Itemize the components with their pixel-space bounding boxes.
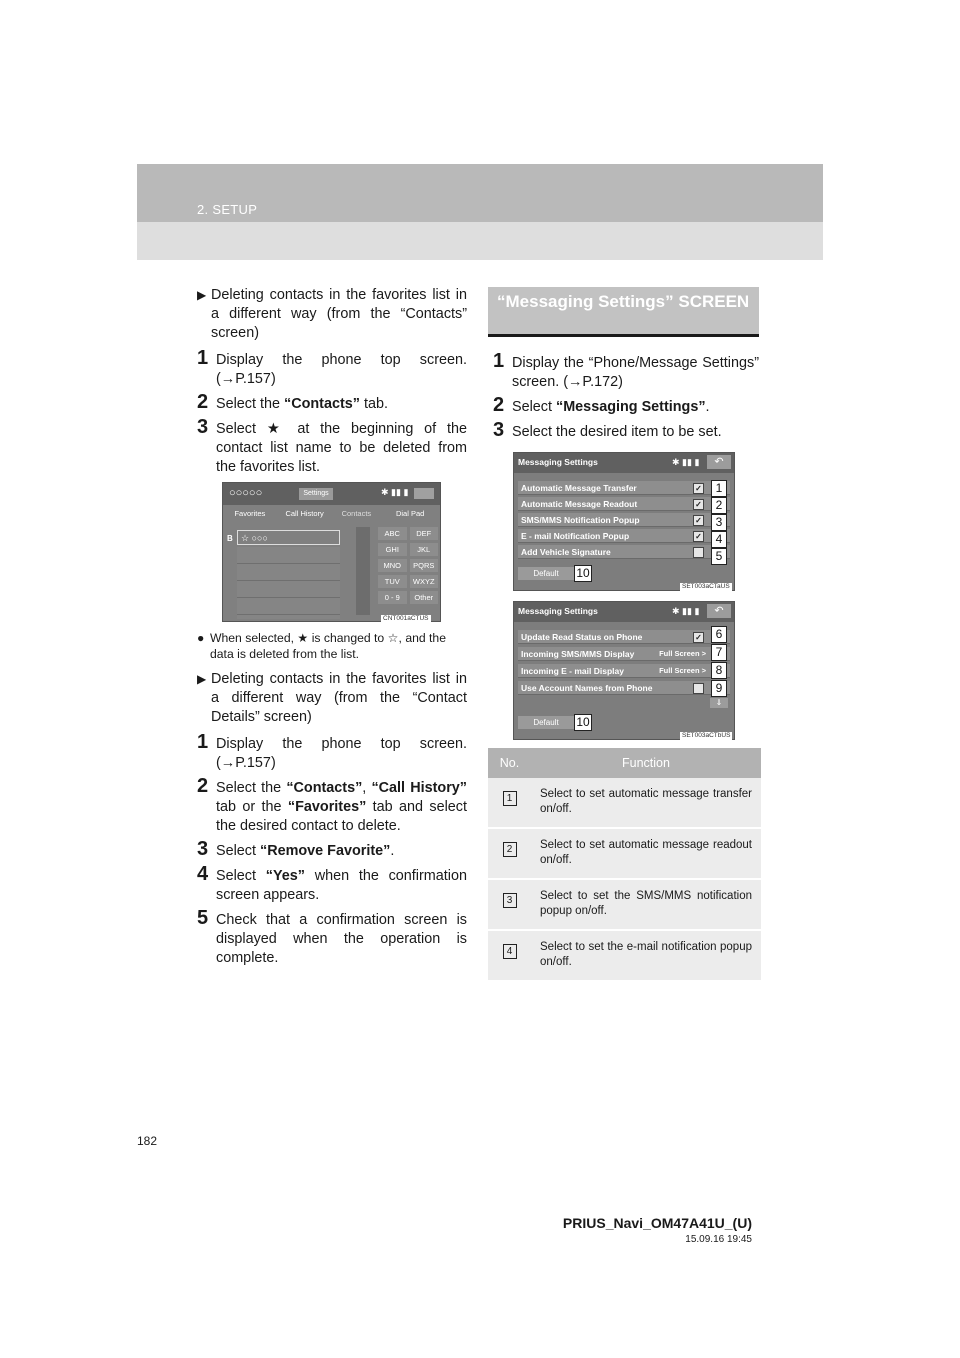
- messaging-settings-screenshot-1: Messaging Settings ✱ ▮▮ ▮ ↶ Automatic Message Transfer ✓ Automatic Message Readout ✓ SMS/MMS Notification Popup ✓ E - mail Notification Popup ✓ Add Vehicle Signature 1 2 3 4 5 Default 10 SET003aCTaUS: [513, 452, 735, 591]
- left-column-lower: [197, 630, 467, 968]
- section-heading: “Messaging Settings” SCREEN: [488, 287, 759, 337]
- step-item: 2 Select the “Contacts”, “Call History” tab or the “Favorites” tab and select the desired contact to delete.: [197, 775, 467, 834]
- checkbox-icon: ✓: [693, 499, 704, 510]
- favorite-entry: ☆ ○○○: [237, 530, 340, 545]
- triangle-icon: ▶: [197, 672, 207, 686]
- scrollbar: [356, 527, 370, 615]
- document-id: PRIUS_Navi_OM47A41U_(U): [562, 1215, 752, 1231]
- settings-button: Settings: [299, 488, 333, 500]
- star-icon: ★: [266, 421, 287, 437]
- status-icons: ✱ ▮▮ ▮: [672, 606, 700, 616]
- step-item: 2 Select the “Contacts” tab.: [197, 391, 388, 413]
- tab-call-history: Call History: [285, 509, 324, 518]
- back-icon: ↶: [707, 455, 731, 469]
- step-item: 1 Display the phone top screen. (→P.157): [197, 731, 467, 771]
- right-column: [493, 348, 759, 442]
- table-row: 2 Select to set automatic message readout on/off.: [488, 828, 761, 879]
- tab-bar: [223, 509, 440, 523]
- section-label: 2. SETUP: [197, 202, 258, 217]
- messaging-settings-screenshot-2: Messaging Settings ✱ ▮▮ ▮ ↶ Update Read Status on Phone ✓ Incoming SMS/MMS Display Full Screen > Incoming E - mail Display Full Screen > Use Account Names from Phone 6 7 8 9 ⇓ Default 10 SET003aCTbUS: [513, 601, 735, 740]
- checkbox-icon: ✓: [693, 632, 704, 643]
- callout-label: 10: [574, 714, 592, 731]
- checkbox-icon: ✓: [693, 483, 704, 494]
- function-table: [488, 748, 761, 982]
- contacts-screenshot: ○○○○○ Settings ✱ ▮▮ ▮ Favorites Call History Contacts Dial Pad B ☆ ○○○ ABC DEF GHI JKL MNO PQRS TUV WXYZ 0 - 9 Other CNT001aCTUS: [222, 482, 441, 622]
- print-timestamp: 15.09.16 19:45: [685, 1234, 752, 1245]
- checkbox-icon: [693, 547, 704, 558]
- default-button: Default: [518, 567, 574, 580]
- triangle-icon: ▶: [197, 288, 207, 302]
- bullet-heading: ▶ Deleting contacts in the favorites list in a different way (from the “Contacts” screen): [197, 287, 467, 341]
- bullet-heading: ▶ Deleting contacts in the favorites list in a different way (from the “Contact Details” screen): [197, 671, 467, 725]
- callout-label: 9: [711, 680, 727, 697]
- callout-label: 2: [711, 497, 727, 514]
- step-item: 3 Select “Remove Favorite”.: [197, 838, 395, 860]
- step-item: 2 Select “Messaging Settings”.: [493, 394, 710, 416]
- note-item: ● When selected, ★ is changed to ☆, and the data is deleted from the list.: [197, 631, 446, 661]
- checkbox-icon: [693, 683, 704, 694]
- callout-label: 5: [711, 548, 727, 565]
- callout-label: 4: [711, 531, 727, 548]
- default-button: Default: [518, 716, 574, 729]
- col-header-no: No.: [488, 748, 531, 778]
- status-icons: ✱ ▮▮ ▮: [672, 457, 700, 467]
- callout-label: 6: [711, 626, 727, 643]
- tab-favorites: Favorites: [234, 509, 266, 518]
- scroll-down-icon: ⇓: [710, 698, 728, 708]
- index-keys: ABC DEF GHI JKL MNO PQRS TUV WXYZ 0 - 9 Other: [378, 527, 438, 604]
- page-number: 182: [137, 1134, 158, 1148]
- back-icon: [414, 488, 434, 499]
- checkbox-icon: ✓: [693, 515, 704, 526]
- tab-dial-pad: Dial Pad: [395, 509, 425, 518]
- table-row: 3 Select to set the SMS/MMS notification popup on/off.: [488, 879, 761, 930]
- step-item: 3 Select the desired item to be set.: [493, 419, 722, 441]
- callout-label: 8: [711, 662, 727, 679]
- callout-label: 1: [711, 480, 727, 497]
- step-item: 4 Select “Yes” when the confirmation screen appears.: [197, 863, 467, 903]
- step-item: 1 Display the “Phone/Message Settings” screen. (→P.172): [493, 350, 759, 390]
- callout-label: 7: [711, 644, 727, 661]
- left-column: [197, 286, 467, 477]
- callout-label: 10: [574, 565, 592, 582]
- col-header-function: Function: [531, 748, 761, 778]
- status-icons: ✱ ▮▮ ▮: [381, 487, 409, 497]
- checkbox-icon: ✓: [693, 531, 704, 542]
- callout-label: 3: [711, 514, 727, 531]
- bullet-dot-icon: ●: [197, 631, 205, 645]
- step-item: 3 Select ★ at the beginning of the contact list name to be deleted from the favorites list.: [197, 416, 467, 475]
- tab-contacts: Contacts: [341, 509, 372, 518]
- table-row: 4 Select to set the e-mail notification popup on/off.: [488, 930, 761, 981]
- step-item: 5 Check that a confirmation screen is displayed when the operation is complete.: [197, 907, 467, 966]
- step-item: 1 Display the phone top screen. (→P.157): [197, 347, 467, 387]
- table-row: 1 Select to set automatic message transfer on/off.: [488, 778, 761, 828]
- header-subband: [137, 222, 823, 260]
- back-icon: ↶: [707, 604, 731, 618]
